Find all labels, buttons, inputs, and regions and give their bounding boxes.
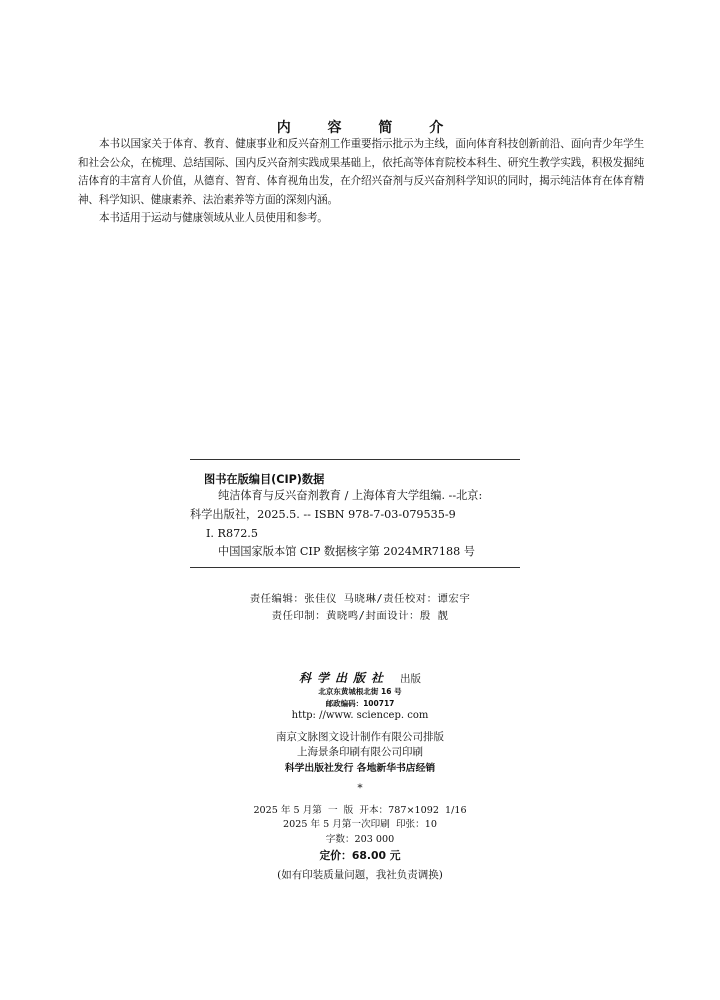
- publisher-logo-name: 科学出版社: [298, 671, 389, 685]
- publisher-postcode: 邮政编码：100717: [325, 699, 395, 708]
- cip-line-3: Ⅰ. R872.5: [206, 527, 258, 540]
- cip-line-4: 中国国家版本馆 CIP 数据核字第 2024MR7188 号: [218, 545, 475, 558]
- summary-title: 内 容 简 介: [276, 120, 460, 136]
- word-count: 字数：203 000: [325, 834, 395, 845]
- separator-star: *: [357, 782, 363, 794]
- edition-line-2: 2025 年 5 月第一次印刷 印张：10: [283, 819, 437, 830]
- cip-line-1: 纯洁体育与反兴奋剂教育 / 上海体育大学组编. --北京:: [218, 489, 483, 502]
- typesetter-line: 南京文脉图文设计制作有限公司排版: [276, 731, 444, 743]
- cip-bottom-rule: [190, 567, 520, 568]
- cip-line-2: 科学出版社，2025.5. -- ISBN 978-7-03-079535-9: [190, 508, 456, 521]
- edition-line-1: 2025 年 5 月第 一 版 开本：787×1092 1/16: [253, 805, 467, 816]
- summary-paragraph-2: 本书适用于运动与健康领域从业人员使用和参考。: [99, 212, 328, 224]
- publisher-line: [0, 667, 720, 686]
- cip-heading: 图书在版编目(CIP)数据: [204, 473, 325, 486]
- publisher-address: 北京东黄城根北街 16 号: [318, 687, 402, 696]
- distribution-line: 科学出版社发行 各地新华书店经销: [284, 763, 436, 774]
- cip-top-rule: [190, 459, 520, 460]
- printer-line: 上海景条印刷有限公司印刷: [297, 746, 423, 758]
- summary-paragraph-1: 本书以国家关于体育、教育、健康事业和反兴奋剂工作重要指示批示为主线，面向体育科技创新前沿、面向青少年学生和社会公众，在梳理、总结国际、国内反兴奋剂实践成果基础上，依托高等体育院校本科生、研究生教学实践，积极发掘纯洁体育的丰富育人价值，从德育、智育、体育视角出发，在介绍兴奋剂与反兴奋剂科学知识的同时，揭示纯洁体育在体育精神、科学知识、健康素养、法治素养等方面的深刻内涵。: [78, 138, 644, 206]
- publisher-website: http: //www. sciencep. com: [291, 710, 429, 721]
- publisher-suffix: 出版: [400, 673, 422, 685]
- price: 定价：68.00 元: [319, 849, 401, 862]
- editors-line-1: 责任编辑：张佳仪 马晓琳/责任校对：谭宏宇: [249, 593, 471, 605]
- quality-note: (如有印装质量问题，我社负责调换): [277, 869, 443, 881]
- editors-line-2: 责任印制：黄晓鸣/封面设计：殷 靓: [271, 610, 449, 622]
